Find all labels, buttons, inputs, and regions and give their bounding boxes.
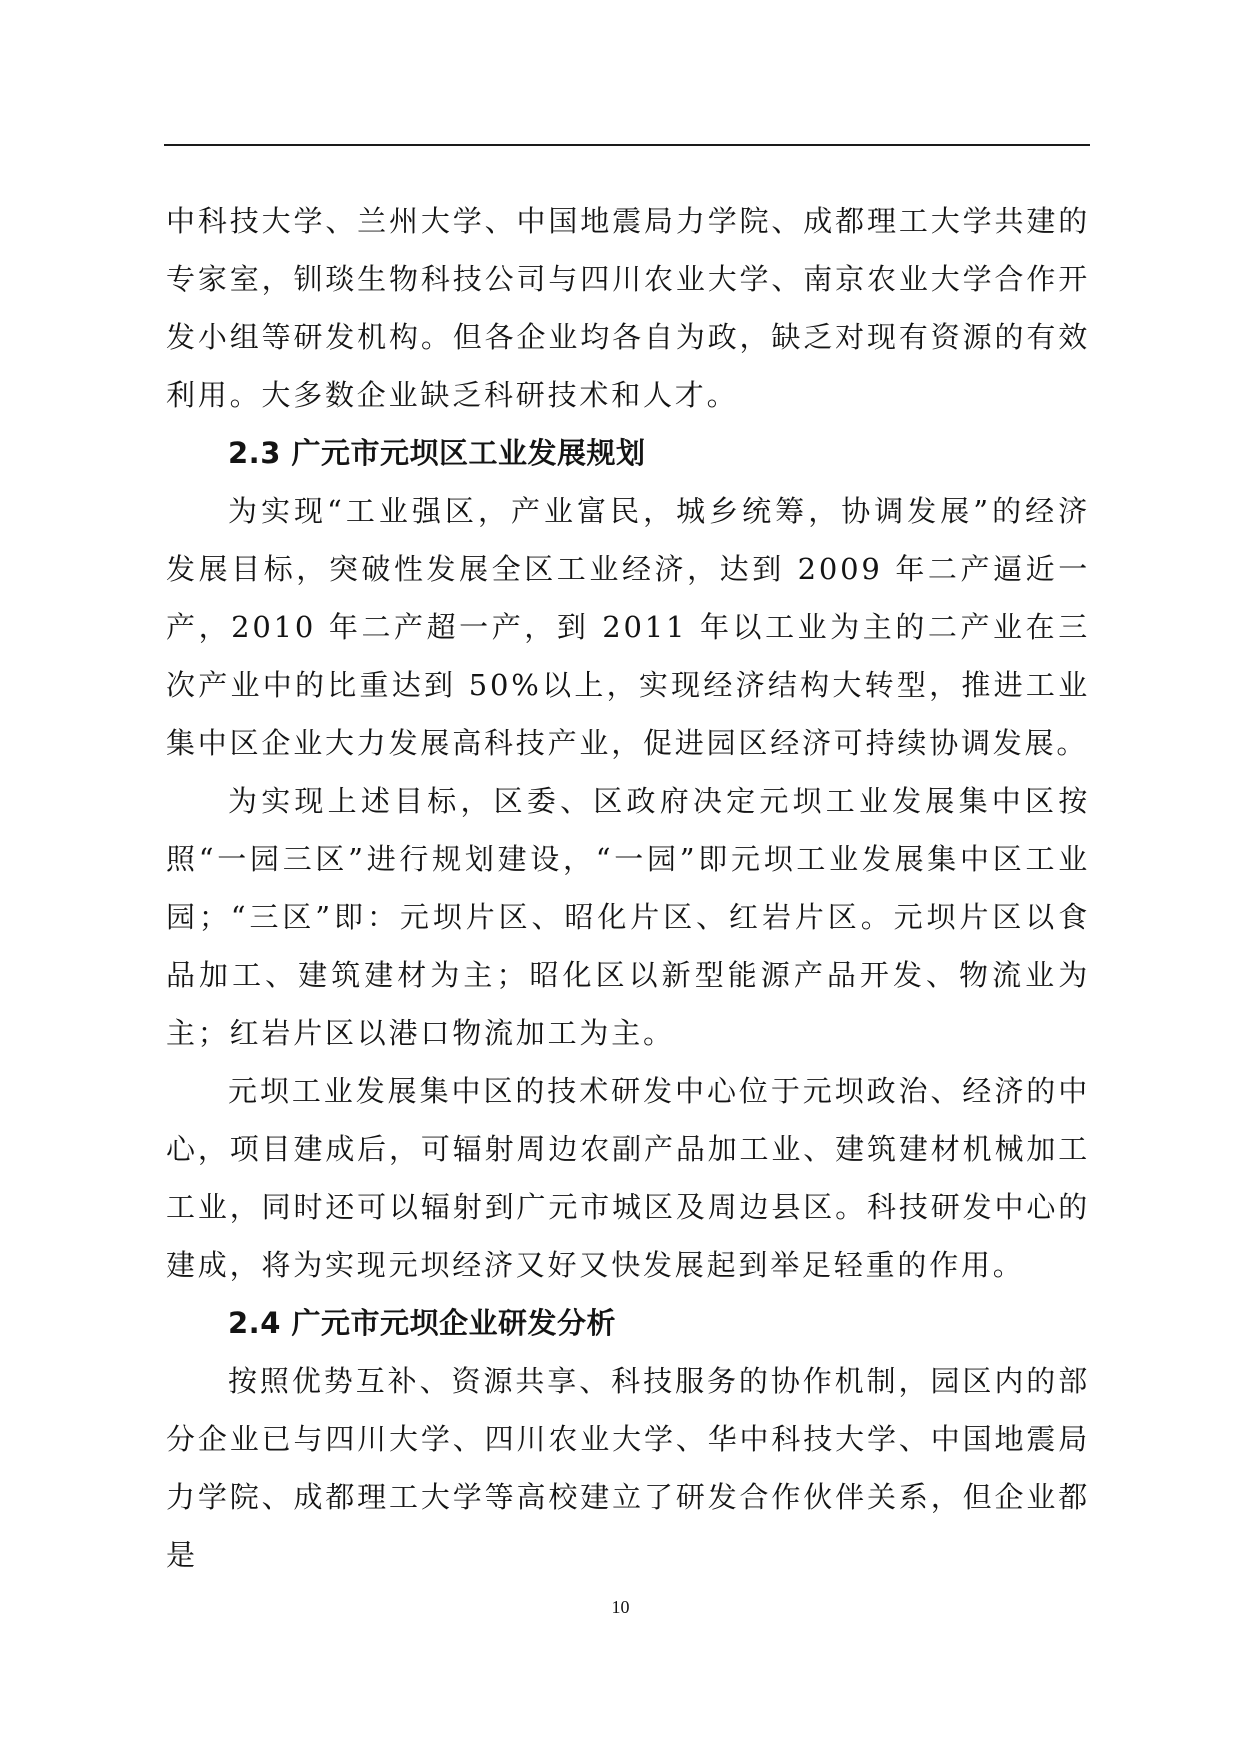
section-heading-2-3: 2.3 广元市元坝区工业发展规划	[228, 436, 646, 470]
paragraph-one-park-three-zones: 为实现上述目标，区委、区政府决定元坝工业发展集中区按照“一园三区”进行规划建设，“一园”即元坝工业发展集中区工业园；“三区”即：元坝片区、昭化片区、红岩片区。元坝片区以食品加工、建筑建材为主；昭化区以新型能源产品开发、物流业为主；红岩片区以港口物流加工为主。	[166, 784, 1090, 1050]
document-body	[166, 192, 1090, 1584]
paragraph-cooperation-mechanism: 按照优势互补、资源共享、科技服务的协作机制，园区内的部分企业已与四川大学、四川农业大学、华中科技大学、中国地震局力学院、成都理工大学等高校建立了研发合作伙伴关系，但企业都是	[166, 1364, 1090, 1572]
section-heading-2-4: 2.4 广元市元坝企业研发分析	[228, 1306, 616, 1340]
paragraph-development-goals: 为实现“工业强区，产业富民，城乡统筹，协调发展”的经济发展目标，突破性发展全区工业经济，达到 2009 年二产逼近一产，2010 年二产超一产，到 2011 年以工业为主的二产业在三次产业中的比重达到 50%以上，实现经济结构大转型，推进工业集中区企业大力发展高科技产业，促进园区经济可持续协调发展。	[166, 494, 1090, 760]
paragraph-rd-center: 元坝工业发展集中区的技术研发中心位于元坝政治、经济的中心，项目建成后，可辐射周边农副产品加工业、建筑建材机械加工工业，同时还可以辐射到广元市城区及周边县区。科技研发中心的建成，将为实现元坝经济又好又快发展起到举足轻重的作用。	[166, 1074, 1090, 1282]
page-number: 10	[611, 1597, 630, 1617]
paragraph-continued: 中科技大学、兰州大学、中国地震局力学院、成都理工大学共建的专家室，钏琰生物科技公司与四川农业大学、南京农业大学合作开发小组等研发机构。但各企业均各自为政，缺乏对现有资源的有效利用。大多数企业缺乏科研技术和人才。	[166, 204, 1090, 412]
header-rule	[164, 144, 1090, 146]
